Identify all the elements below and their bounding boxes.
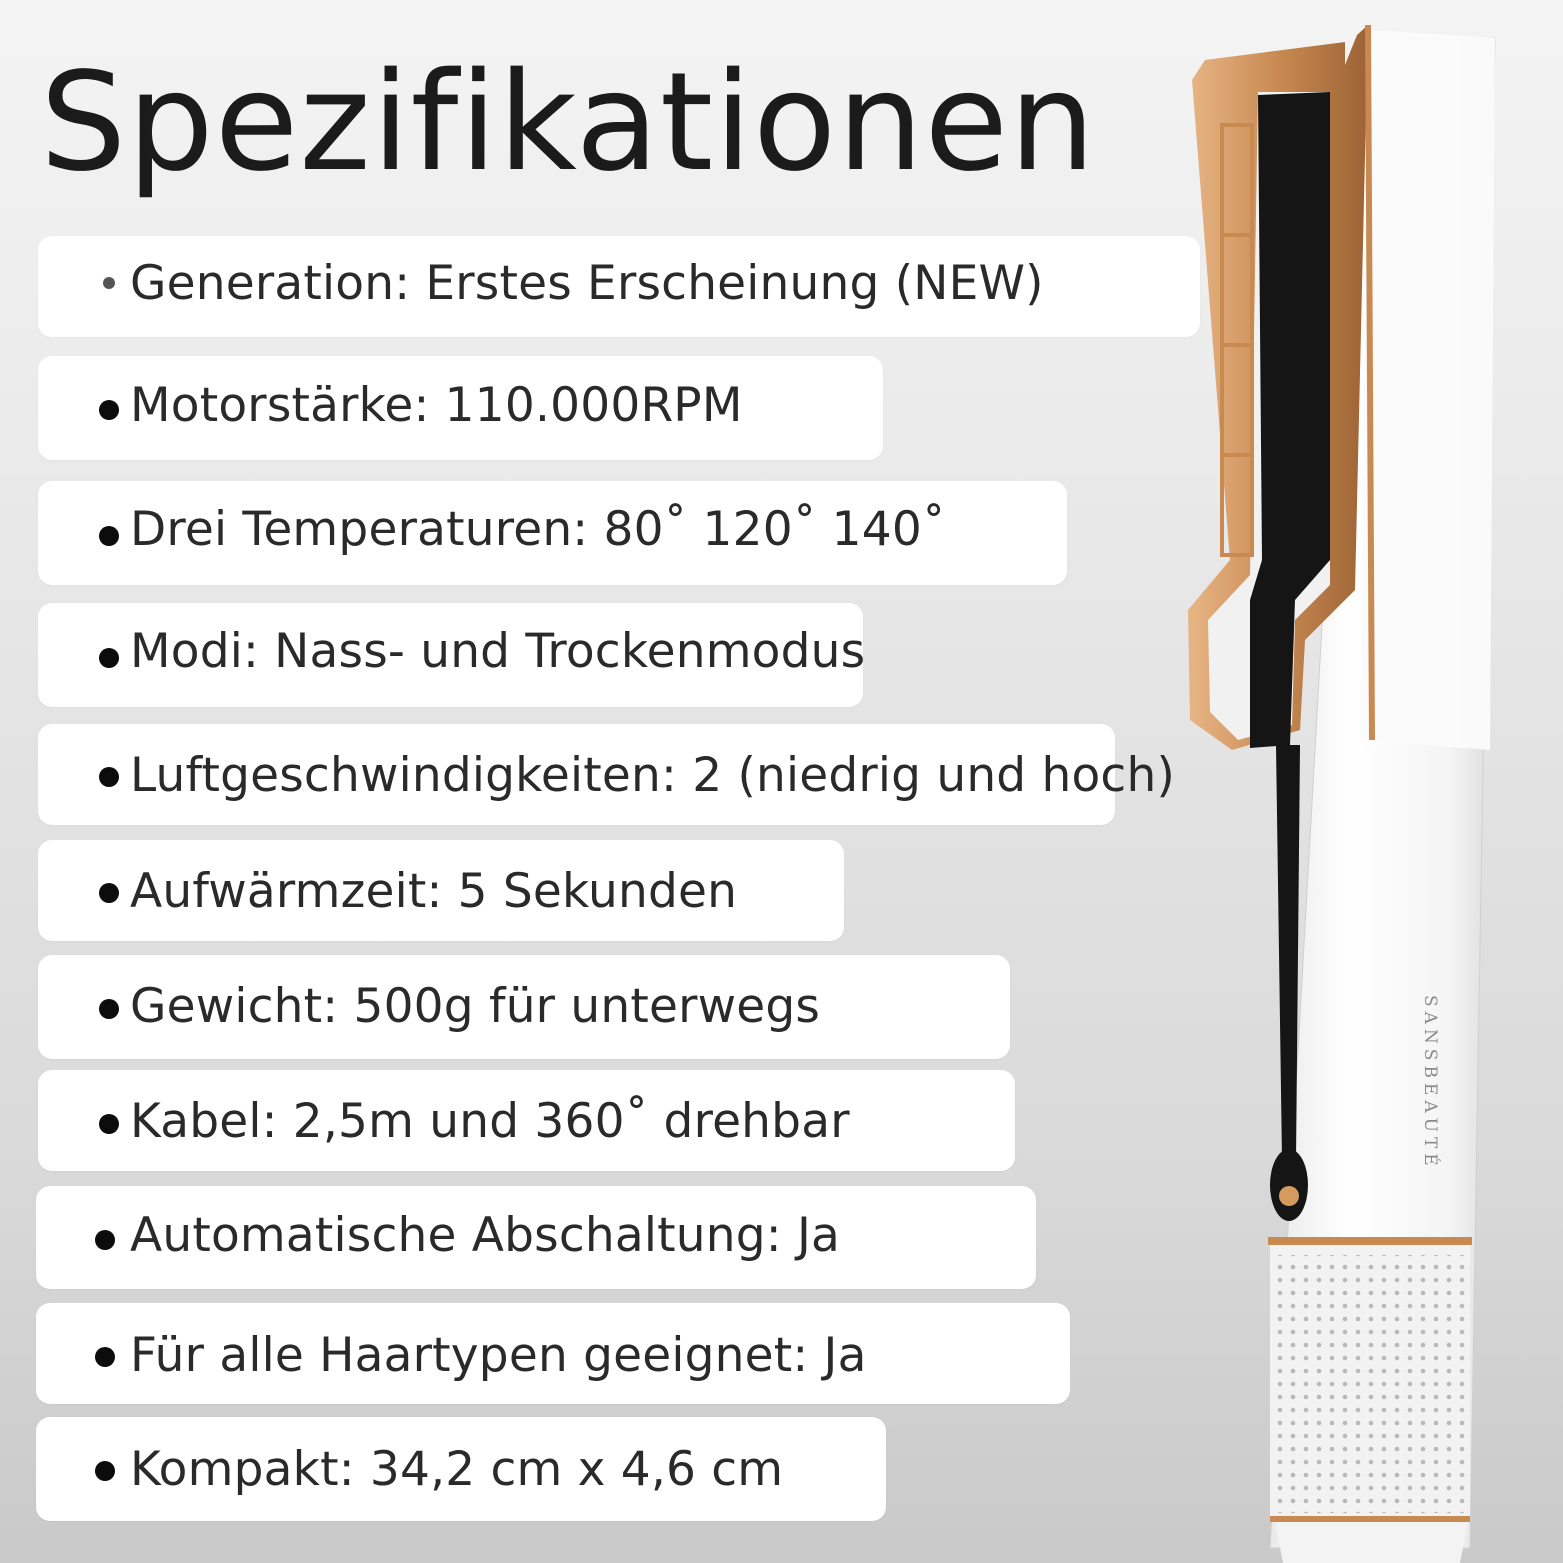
bullet-icon <box>99 883 119 903</box>
spec-text-compact: Kompakt: 34,2 cm x 4,6 cm <box>130 1442 784 1497</box>
spec-text-hairtypes: Für alle Haartypen geeignet: Ja <box>130 1328 867 1383</box>
brand-label: SANSBEAUTÉ <box>1420 995 1440 1171</box>
bullet-icon <box>99 1114 119 1134</box>
spec-text-generation: Generation: Erstes Erscheinung (NEW) <box>130 256 1044 311</box>
bullet-icon <box>99 400 119 420</box>
spec-text-temperatures: Drei Temperaturen: 80˚ 120˚ 140˚ <box>130 502 946 557</box>
hair-styler-image <box>1150 10 1563 1563</box>
spec-text-modes: Modi: Nass- und Trockenmodus <box>130 624 866 679</box>
page-title: Spezifikationen <box>40 44 1097 202</box>
spec-text-airspeeds: Luftgeschwindigkeiten: 2 (niedrig und hoch) <box>130 748 1175 803</box>
spec-text-autooff: Automatische Abschaltung: Ja <box>130 1208 841 1263</box>
bullet-icon <box>95 1230 115 1250</box>
bullet-icon <box>99 526 119 546</box>
bullet-icon <box>103 277 115 289</box>
spec-text-warmup: Aufwärmzeit: 5 Sekunden <box>130 864 738 919</box>
bullet-icon <box>99 767 119 787</box>
spec-text-cable: Kabel: 2,5m und 360˚ drehbar <box>130 1094 850 1149</box>
bullet-icon <box>99 648 119 668</box>
bullet-icon <box>95 1461 115 1481</box>
bullet-icon <box>99 999 119 1019</box>
spec-text-motor: Motorstärke: 110.000RPM <box>130 378 743 433</box>
spec-text-weight: Gewicht: 500g für unterwegs <box>130 979 821 1034</box>
bullet-icon <box>95 1347 115 1367</box>
